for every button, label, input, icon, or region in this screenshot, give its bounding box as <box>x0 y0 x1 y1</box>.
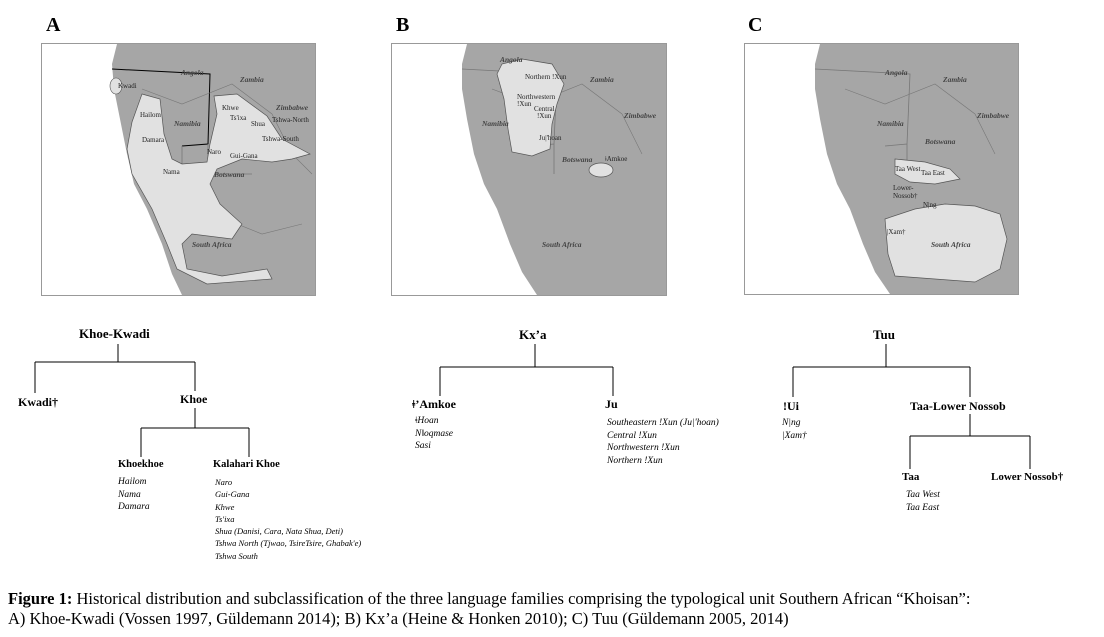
svg-text:South Africa: South Africa <box>931 240 971 249</box>
language-item: Nǁoqmase <box>415 428 454 439</box>
tree-b-ju: Ju <box>605 397 618 411</box>
tree-a-khoekhoe: Khoekhoe <box>118 459 164 470</box>
svg-text:Zimbabwe: Zimbabwe <box>624 111 657 120</box>
language-item: Sasi <box>415 441 431 452</box>
tree-b-root: Kx’a <box>519 327 547 342</box>
tree-b-ju-list <box>607 417 719 468</box>
tree-c-ui: !Ui <box>783 399 799 413</box>
svg-text:Botswana: Botswana <box>214 170 245 179</box>
language-item: Gui-Gana <box>215 489 250 500</box>
language-item: Northern !Xun <box>607 456 663 467</box>
svg-text:Zambia: Zambia <box>240 75 264 84</box>
svg-text:Botswana: Botswana <box>925 137 956 146</box>
tree-c-root: Tuu <box>873 327 895 342</box>
caption-line-2: A) Khoe-Kwadi (Vossen 1997, Güldemann 2014); B) Kx’a (Heine & Honken 2010); C) Tuu (Güldemann 2005, 2014) <box>8 609 789 628</box>
svg-text:!Xun: !Xun <box>517 100 532 108</box>
svg-text:Nama: Nama <box>163 168 180 176</box>
svg-text:Northwestern: Northwestern <box>517 93 556 101</box>
caption-line-1-text: Historical distribution and subclassification of the three language families comprising the typological unit Southern African “Khoisan”: <box>72 589 971 608</box>
figure-caption <box>8 589 970 629</box>
tree-a-root: Khoe-Kwadi <box>79 326 150 341</box>
svg-text:Angola: Angola <box>500 55 523 64</box>
svg-text:Zimbabwe: Zimbabwe <box>977 111 1010 120</box>
svg-text:Tshwa-South: Tshwa-South <box>262 135 299 143</box>
svg-text:Ju|'hoan: Ju|'hoan <box>539 134 562 142</box>
caption-label: Figure 1: <box>8 589 73 608</box>
svg-text:Hailom: Hailom <box>140 111 161 119</box>
svg-text:Northern !Xun: Northern !Xun <box>525 73 567 81</box>
caption-line-1 <box>8 589 970 609</box>
svg-text:South Africa: South Africa <box>542 240 582 249</box>
svg-text:Tshwa-North: Tshwa-North <box>272 116 309 124</box>
language-item: Shua (Danisi, Cara, Nata Shua, Deti) <box>215 526 343 537</box>
language-item: Southeastern !Xun (Ju|'hoan) <box>607 418 719 428</box>
panel-letter-c: C <box>748 14 763 36</box>
svg-text:Ts'ixa: Ts'ixa <box>230 114 247 122</box>
language-item: Khwe <box>215 501 235 512</box>
svg-text:Zambia: Zambia <box>943 75 967 84</box>
tree-b-amkoe-list <box>415 415 453 453</box>
svg-text:|Xam†: |Xam† <box>887 228 906 236</box>
language-item: ǂHoan <box>415 416 439 426</box>
svg-text:Angola: Angola <box>885 68 908 77</box>
language-item: |Xam† <box>782 430 807 441</box>
tree-a-kalahari-khoe: Kalahari Khoe <box>213 459 280 470</box>
language-item: Hailom <box>118 477 147 487</box>
language-item: Tshwa South <box>215 550 258 561</box>
tree-a-khoe: Khoe <box>180 392 208 406</box>
svg-text:Namibia: Namibia <box>482 119 509 128</box>
svg-text:ǂAmkoe: ǂAmkoe <box>605 155 628 163</box>
svg-text:Shua: Shua <box>251 120 265 128</box>
svg-text:Namibia: Namibia <box>877 119 904 128</box>
svg-text:Kwadi: Kwadi <box>118 82 137 90</box>
language-item: Damara <box>118 502 150 513</box>
svg-text:Nossob†: Nossob† <box>893 192 918 200</box>
language-item: Taa East <box>906 502 940 513</box>
tree-b-amkoe: ǂ’Amkoe <box>412 397 457 411</box>
svg-text:Zimbabwe: Zimbabwe <box>276 103 309 112</box>
tree-a-khoekhoe-list <box>118 476 150 514</box>
language-item: Taa West <box>906 490 940 500</box>
svg-text:Zambia: Zambia <box>590 75 614 84</box>
language-item: N|ng <box>782 418 801 428</box>
svg-text:Damara: Damara <box>142 136 165 144</box>
tree-c-lower-nossob: Lower Nossob† <box>991 471 1064 483</box>
tree-c-taa-lower-nossob: Taa-Lower Nossob <box>910 399 1006 413</box>
tree-c-taa-list <box>906 489 940 514</box>
svg-text:Lower-: Lower- <box>893 184 914 192</box>
language-item: Northwestern !Xun <box>607 443 680 454</box>
tree-c-taa: Taa <box>902 471 920 483</box>
svg-text:Taa West: Taa West <box>895 165 921 173</box>
svg-text:Angola: Angola <box>181 68 204 77</box>
panel-letter-a: A <box>46 14 61 36</box>
tree-a-kalahari-list <box>215 476 361 562</box>
tree-a-kwadi: Kwadi† <box>18 395 59 409</box>
language-item: Naro <box>215 477 233 487</box>
svg-text:Naro: Naro <box>207 148 221 156</box>
svg-text:Namibia: Namibia <box>174 119 201 128</box>
svg-text:Taa East: Taa East <box>921 169 945 177</box>
svg-text:!Xun: !Xun <box>537 112 552 120</box>
svg-text:Central: Central <box>534 105 555 113</box>
language-item: Central !Xun <box>607 430 657 441</box>
svg-text:South Africa: South Africa <box>192 240 232 249</box>
svg-text:Botswana: Botswana <box>562 155 593 164</box>
svg-text:Khwe: Khwe <box>222 104 239 112</box>
tree-c-ui-list <box>782 417 807 442</box>
language-item: Ts'ixa <box>215 513 235 524</box>
language-item: Nama <box>118 489 141 500</box>
svg-text:Gui-Gana: Gui-Gana <box>230 152 258 160</box>
language-item: Tshwa North (Tjwao, TsireTsire, Ghabak'e) <box>215 538 362 549</box>
panel-letter-b: B <box>396 14 410 36</box>
svg-text:N|ng: N|ng <box>923 201 937 209</box>
